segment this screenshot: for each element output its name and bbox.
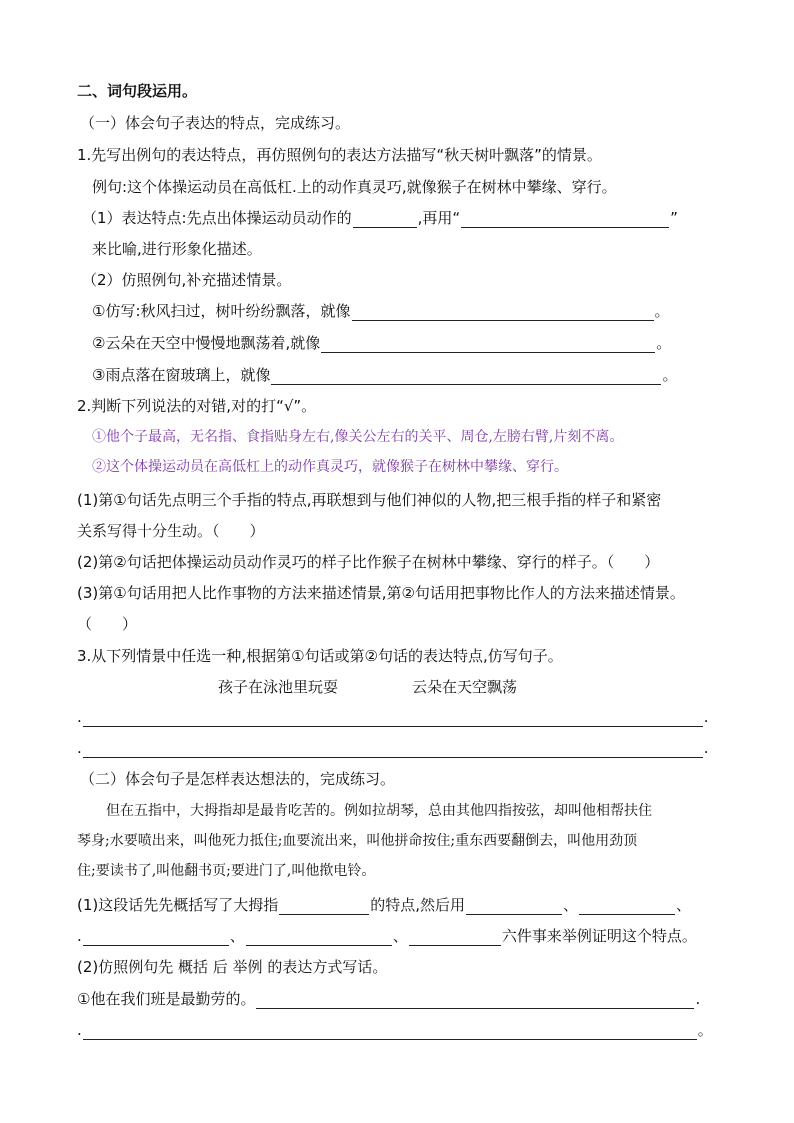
p2-q1-text-a: (1)这段话先先概括写了大拇指 (77, 896, 279, 914)
line-dot: . (77, 1021, 82, 1039)
q3-prompt: 3.从下列情景中任选一种,根据第①句话或第②句话的表达特点,仿写句子。 (77, 647, 563, 665)
q1-item2-text: ②云朵在天空中慢慢地飘荡着,就像 (92, 334, 321, 352)
p2-q2-line-2 (77, 1020, 713, 1040)
q1-item1 (92, 301, 670, 321)
period: 。 (697, 1021, 713, 1039)
passage-line-1: 但在五指中，大拇指却是最肯吃苦的。例如拉胡琴，总由其他四指按弦，却叫他相帮扶住 (106, 803, 652, 819)
answer-blank[interactable] (409, 929, 501, 946)
answer-blank[interactable] (579, 898, 675, 915)
q2-sentence-1: ①他个子最高，无名指、食指贴身左右,像关公左右的关平、周仓,左膀右臂,片刻不离。 (92, 429, 624, 445)
p2-q1-text-b: 的特点,然后用 (370, 896, 466, 914)
answer-blank[interactable] (256, 992, 694, 1009)
q2-judge-1a: (1)第①句话先点明三个手指的特点,再联想到与他们神似的人物,把三根手指的样子和紧密 (77, 491, 662, 509)
q3-answer-line-2 (77, 738, 709, 758)
q2-sentence-2: ②这个体操运动员在高低杠上的动作真灵巧，就像猴子在树林中攀缘、穿行。 (92, 459, 568, 475)
p2-q1-line-2 (77, 926, 697, 946)
line-dot: . (77, 739, 82, 757)
answer-blank[interactable] (83, 1023, 697, 1040)
separator: 、 (392, 927, 408, 945)
part1-heading: （一）体会句子表达的特点，完成练习。 (80, 114, 351, 132)
answer-blank[interactable] (353, 211, 417, 228)
q2-judge-2: (2)第②句话把体操运动员动作灵巧的样子比作猴子在树林中攀缘、穿行的样子。（ ） (77, 553, 660, 571)
period: 。 (662, 366, 678, 384)
answer-blank[interactable] (352, 304, 654, 321)
q1-item3-text: ③雨点落在窗玻璃上，就像 (92, 366, 271, 384)
q2-judge-3a: (3)第①句话用把人比作事物的方法来描述情景,第②句话用把事物比作人的方法来描述情景。 (77, 584, 685, 602)
q1-sub1-text-b: ,再用“ (417, 209, 461, 227)
line-dot: . (695, 990, 701, 1008)
q1-item3 (92, 365, 677, 385)
passage-line-3: 住;要读书了,叫他翻书页;要进门了,叫他揿电铃。 (77, 863, 376, 879)
q1-example: 例句:这个体操运动员在高低杠.上的动作真灵巧,就像猴子在树林中攀缘、穿行。 (92, 178, 617, 196)
answer-blank[interactable] (466, 898, 562, 915)
q1-sub1-cont: 来比喻,进行形象化描述。 (92, 240, 262, 258)
answer-blank[interactable] (321, 336, 655, 353)
p2-q1-text-c: 六件事来举例证明这个特点。 (501, 927, 697, 945)
p2-q2: (2)仿照例句先 概括 后 举例 的表达方式写话。 (77, 958, 388, 976)
answer-blank[interactable] (83, 710, 703, 727)
q1-item1-text: ①仿写:秋风扫过，树叶纷纷飘落，就像 (92, 302, 351, 320)
line-dot: . (703, 708, 709, 726)
separator: 、 (676, 896, 692, 914)
q1-sub2: （2）仿照例句,补充描述情景。 (82, 271, 292, 289)
separator: 、 (229, 927, 245, 945)
p2-q1-line-1 (77, 895, 691, 915)
answer-blank[interactable] (246, 929, 392, 946)
period: 。 (656, 334, 672, 352)
p2-q2-item-text: ①他在我们班是最勤劳的。 (77, 990, 256, 1008)
line-dot: . (77, 708, 82, 726)
q2-prompt: 2.判断下列说法的对错,对的打“√”。 (77, 397, 317, 415)
q1-sub1-text-a: （1）表达特点:先点出体操运动员动作的 (82, 209, 352, 227)
passage-line-2: 琴身;水要喷出来，叫他死力抵住;血要流出来，叫他拼命按住;重东西要翻倒去，叫他用劲顶 (77, 833, 638, 849)
part2-heading: （二）体会句子是怎样表达想法的，完成练习。 (80, 770, 396, 788)
answer-blank[interactable] (83, 741, 703, 758)
separator: 、 (563, 896, 579, 914)
p2-q2-item (77, 989, 700, 1009)
answer-blank[interactable] (279, 898, 369, 915)
q2-judge-1b: 关系写得十分生动。（ ） (77, 522, 265, 540)
section-title: 二、词句段运用。 (77, 82, 198, 100)
q3-option-2: 云朵在天空飘荡 (412, 678, 518, 696)
answer-blank[interactable] (271, 368, 661, 385)
answer-blank[interactable] (83, 929, 229, 946)
q1-sub1-line (82, 208, 678, 228)
q1-prompt: 1.先写出例句的表达特点，再仿照例句的表达方法描写“秋天树叶飘落”的情景。 (77, 146, 602, 164)
line-dot: . (703, 739, 709, 757)
q3-option-1: 孩子在泳池里玩耍 (218, 678, 339, 696)
period: 。 (654, 302, 670, 320)
answer-blank[interactable] (461, 211, 669, 228)
line-dot: . (77, 927, 82, 945)
q1-sub1-text-c: ” (670, 209, 678, 227)
q3-answer-line-1 (77, 707, 709, 727)
q1-item2 (92, 333, 671, 353)
q2-judge-3b: （ ） (77, 615, 138, 633)
